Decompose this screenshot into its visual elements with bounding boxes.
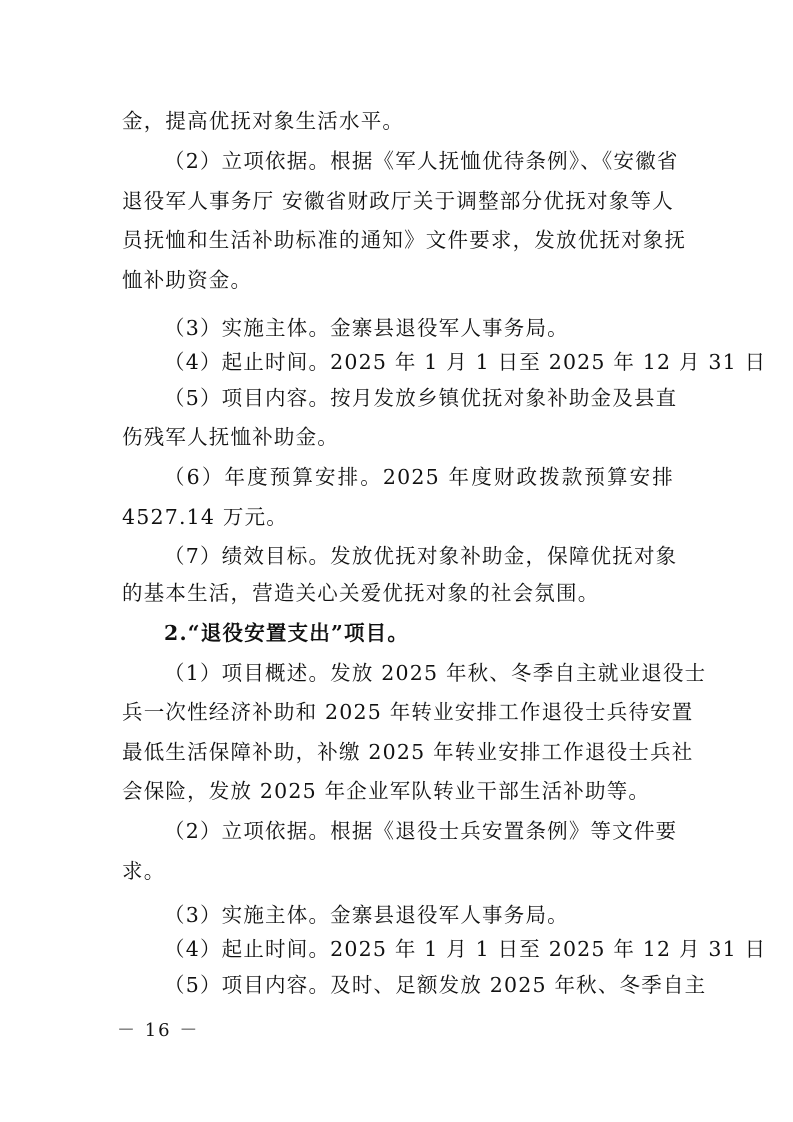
text-line: （5）项目内容。及时、足额发放 2025 年秋、冬季自主 (164, 973, 707, 997)
text-line: （2）立项依据。根据《军人抚恤优待条例》、《安徽省 (164, 149, 679, 173)
section-heading: 2.“退役安置支出”项目。 (164, 621, 410, 645)
text-line: （7）绩效目标。发放优抚对象补助金，保障优抚对象 (164, 544, 678, 568)
text-line: 兵一次性经济补助和 2025 年转业安排工作退役士兵待安置 (122, 700, 694, 724)
text-line: （1）项目概述。发放 2025 年秋、冬季自主就业退役士 (164, 661, 707, 685)
text-line: 恤补助资金。 (122, 268, 253, 292)
text-line: 伤残军人抚恤补助金。 (122, 425, 339, 449)
page-number: － 16 － (117, 1020, 200, 1041)
text-line: 会保险，发放 2025 年企业军队转业干部生活补助等。 (122, 779, 651, 803)
text-line: （2）立项依据。根据《退役士兵安置条例》等文件要 (164, 819, 678, 843)
text-line: （3）实施主体。金寨县退役军人事务局。 (164, 316, 569, 340)
text-line: （3）实施主体。金寨县退役军人事务局。 (164, 903, 569, 927)
text-line: 4527.14 万元。 (122, 505, 288, 529)
text-line: 最低生活保障补助，补缴 2025 年转业安排工作退役士兵社 (122, 740, 694, 764)
text-line: （5）项目内容。按月发放乡镇优抚对象补助金及县直 (164, 386, 678, 410)
text-line: 的基本生活，营造关心关爱优抚对象的社会氛围。 (122, 581, 600, 605)
text-line: 求。 (122, 859, 166, 883)
text-line: （4）起止时间。2025 年 1 月 1 日至 2025 年 12 月 31 日 (164, 350, 767, 374)
text-line: 金，提高优抚对象生活水平。 (122, 109, 405, 133)
text-line: 退役军人事务厅 安徽省财政厅关于调整部分优抚对象等人 (122, 189, 674, 213)
text-line: 员抚恤和生活补助标准的通知》文件要求，发放优抚对象抚 (122, 228, 687, 252)
text-line: （6）年度预算安排。2025 年度财政拨款预算安排 (164, 465, 674, 489)
text-line: （4）起止时间。2025 年 1 月 1 日至 2025 年 12 月 31 日 (164, 937, 767, 961)
